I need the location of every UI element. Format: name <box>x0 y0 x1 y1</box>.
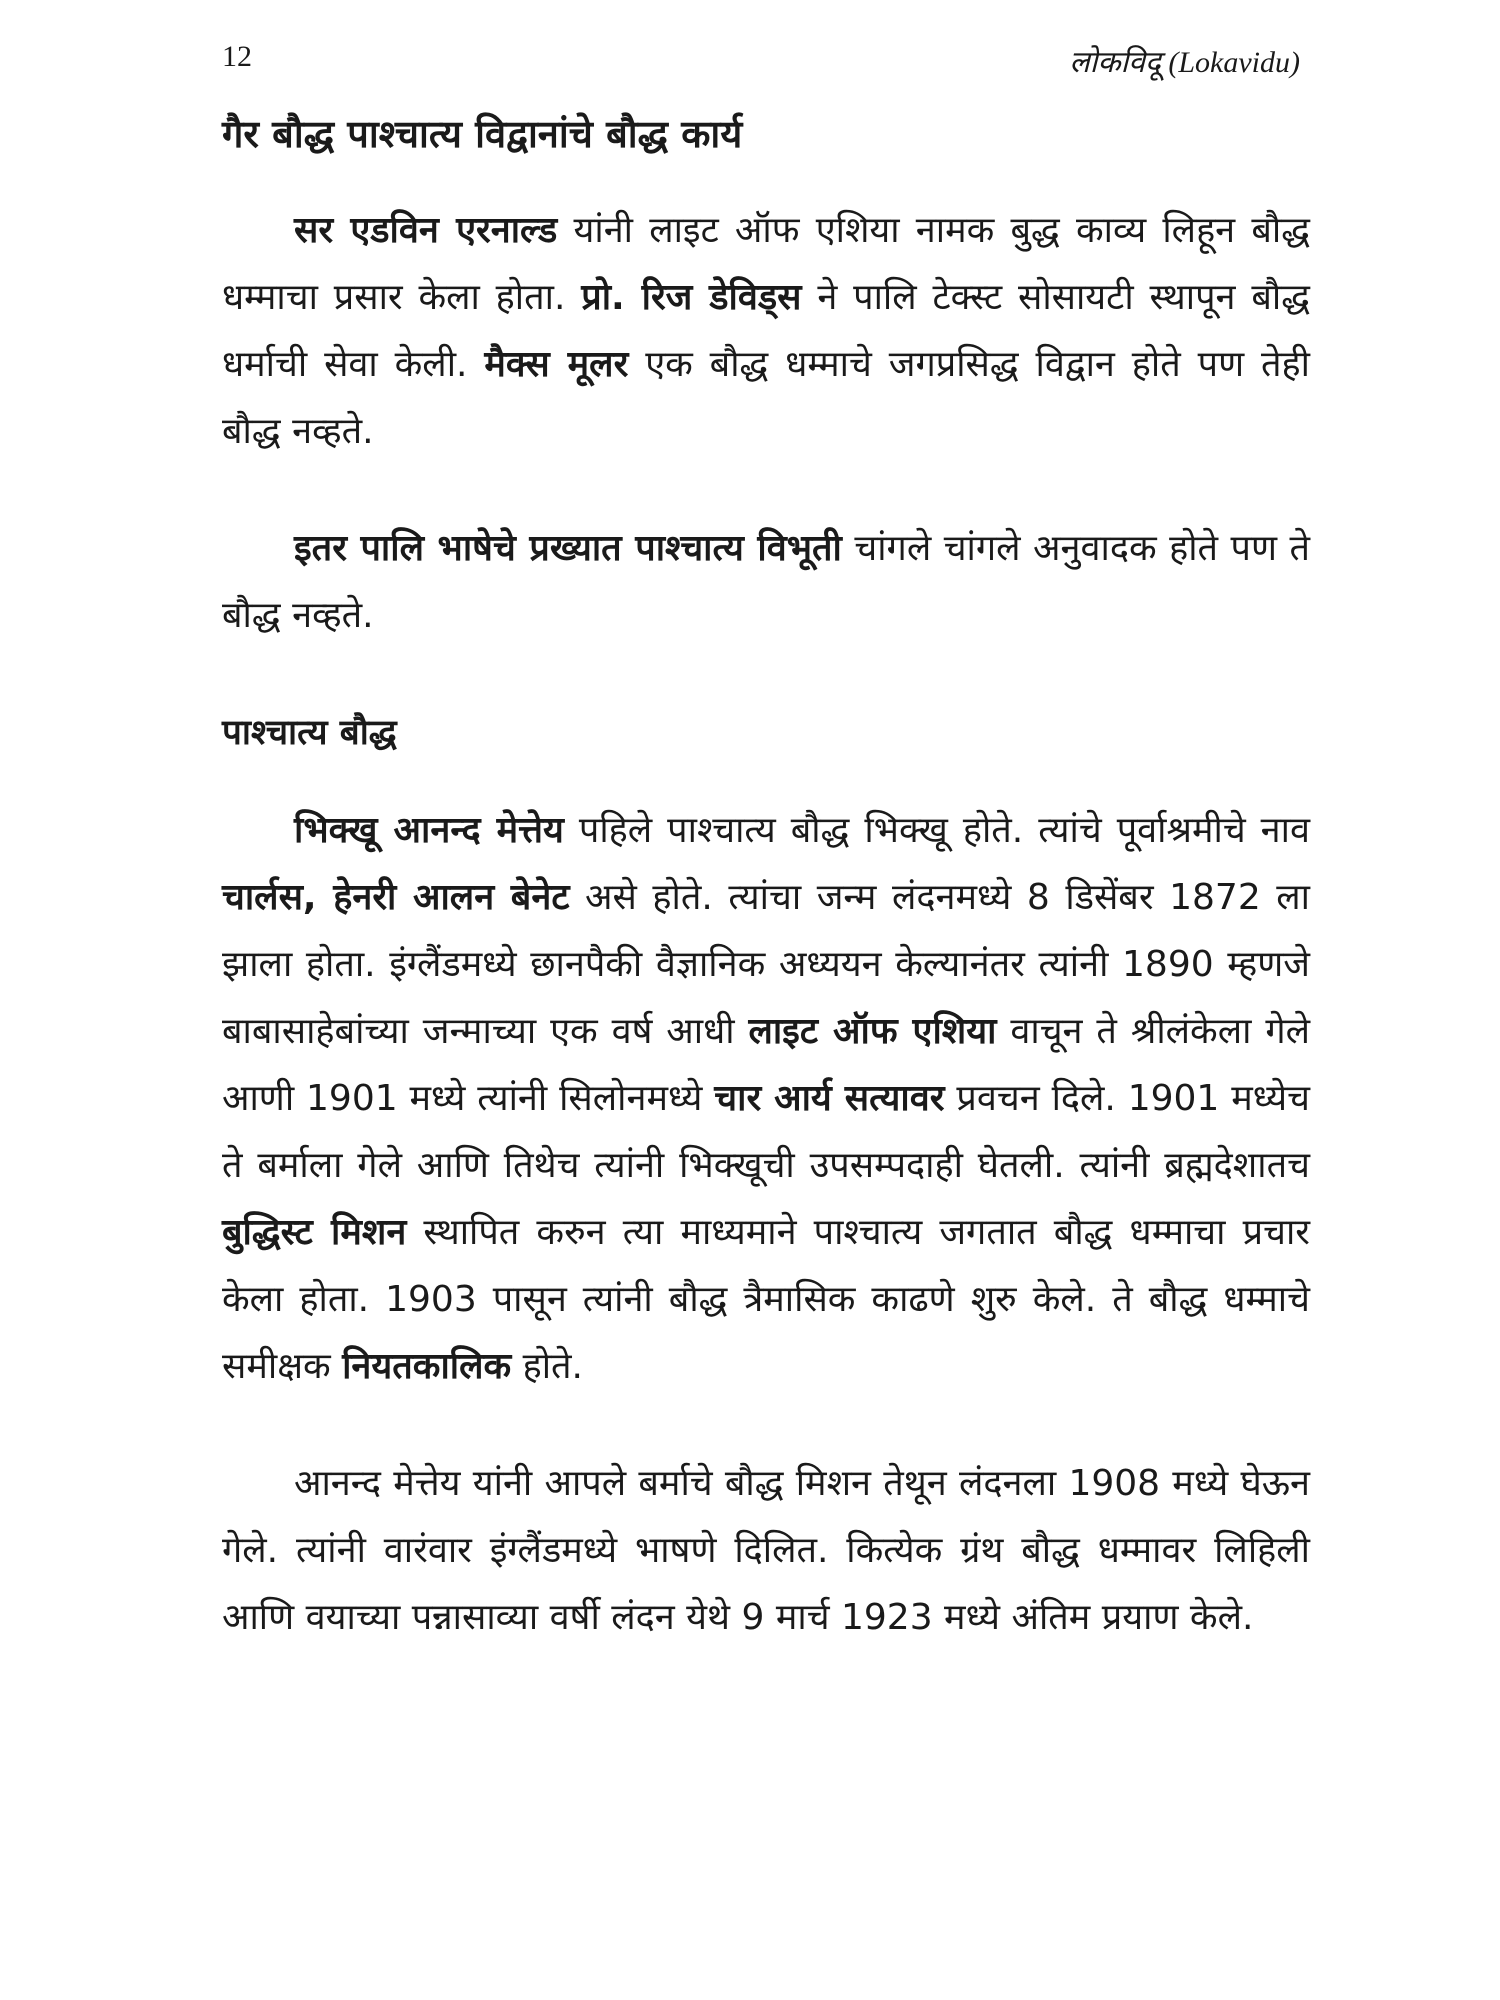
paragraph-text: ने पालि टेक्स्ट सोसायटी स्थापून बौद्ध धर्माची सेवा केली. <box>222 277 1310 386</box>
bold-name-ananda-metteyya: भिक्खू आनन्द मेत्तेय <box>294 809 564 851</box>
paragraph-arnold-davids-muller <box>222 197 1310 465</box>
paragraph-text: यांनी लाइट ऑफ एशिया नामक बुद्ध काव्य लिहून बौद्ध धम्माचा प्रसार केला होता. <box>222 210 1310 319</box>
bold-phrase-buddhist-mission: बुद्धिस्ट मिशन <box>222 1211 407 1253</box>
running-title: लोकविदू (Lokavidu) <box>1069 46 1300 79</box>
paragraph-text: आनन्द मेत्तेय यांनी आपले बर्माचे बौद्ध मिशन तेथून लंदनला 1908 मध्ये घेऊन गेले. त्यांनी वारंवार इंग्लैंडमध्ये भाषणे दिलित. कित्येक ग्रंथ बौद्ध धम्मावर लिहिली आणि वयाच्या पन्नासाव्या वर्षी लंदन येथे 9 मार्च 1923 मध्ये अंतिम प्रयाण केले. <box>222 1462 1310 1638</box>
paragraph-text: वाचून ते श्रीलंकेला गेले आणी 1901 मध्ये त्यांनी सिलोनमध्ये <box>222 1010 1311 1119</box>
section-heading-western-buddhists: पाश्चात्य बौद्ध <box>222 713 397 754</box>
bold-name-charles-bennett: चार्लस, हेनरी आलन बेनेट <box>222 876 570 918</box>
bold-title-light-of-asia: लाइट ऑफ एशिया <box>748 1010 997 1052</box>
paragraph-pali-translators <box>222 515 1310 649</box>
paragraph-text: होते. <box>511 1345 584 1387</box>
paragraph-text: पहिले पाश्चात्य बौद्ध भिक्खू होते. त्यांचे पूर्वाश्रमीचे नाव <box>563 809 1310 851</box>
paragraph-text: एक बौद्ध धम्माचे जगप्रसिद्ध विद्वान होते पण तेही बौद्ध नव्हते. <box>222 344 1310 453</box>
section-heading-nonbuddhist-scholars: गैर बौद्ध पाश्चात्य विद्वानांचे बौद्ध कार्य <box>222 112 743 156</box>
bold-name-max-muller: मैक्स मूलर <box>484 344 629 386</box>
paragraph-text: प्रवचन दिले. 1901 मध्येच ते बर्माला गेले आणि तिथेच त्यांनी भिक्खूची उपसम्पदाही घेतली. त्यांनी ब्रह्मदेशातच <box>222 1077 1311 1186</box>
paragraph-text: असे होते. त्यांचा जन्म लंदनमध्ये 8 डिसेंबर 1872 ला झाला होता. इंग्लैंडमध्ये छानपैकी वैज्ञानिक अध्ययन केल्यानंतर त्यांनी 1890 म्हणजे बाबासाहेबांच्या जन्माच्या एक वर्ष आधी <box>222 876 1310 1052</box>
page-header <box>222 40 1300 100</box>
bold-phrase-four-noble-truths: चार आर्य सत्यावर <box>714 1077 945 1119</box>
bold-name-rhys-davids: प्रो. रिज डेविड्स <box>581 277 802 319</box>
paragraph-ananda-metteyya-bio <box>222 797 1310 1400</box>
page-content <box>222 110 1310 1701</box>
bold-phrase-pali-scholars: इतर पालि भाषेचे प्रख्यात पाश्चात्य विभूती <box>294 528 842 570</box>
bold-word-periodical: नियतकालिक <box>342 1345 512 1387</box>
paragraph-text: चांगले चांगले अनुवादक होते पण ते बौद्ध नव्हते. <box>222 528 1310 637</box>
paragraph-ananda-metteyya-london <box>222 1450 1310 1651</box>
paragraph-text: स्थापित करुन त्या माध्यमाने पाश्चात्य जगतात बौद्ध धम्माचा प्रचार केला होता. 1903 पासून त्यांनी बौद्ध त्रैमासिक काढणे शुरु केले. ते बौद्ध धम्माचे समीक्षक <box>222 1211 1310 1387</box>
bold-name-edwin-arnold: सर एडविन एरनाल्ड <box>294 210 558 252</box>
page-number: 12 <box>222 40 252 73</box>
